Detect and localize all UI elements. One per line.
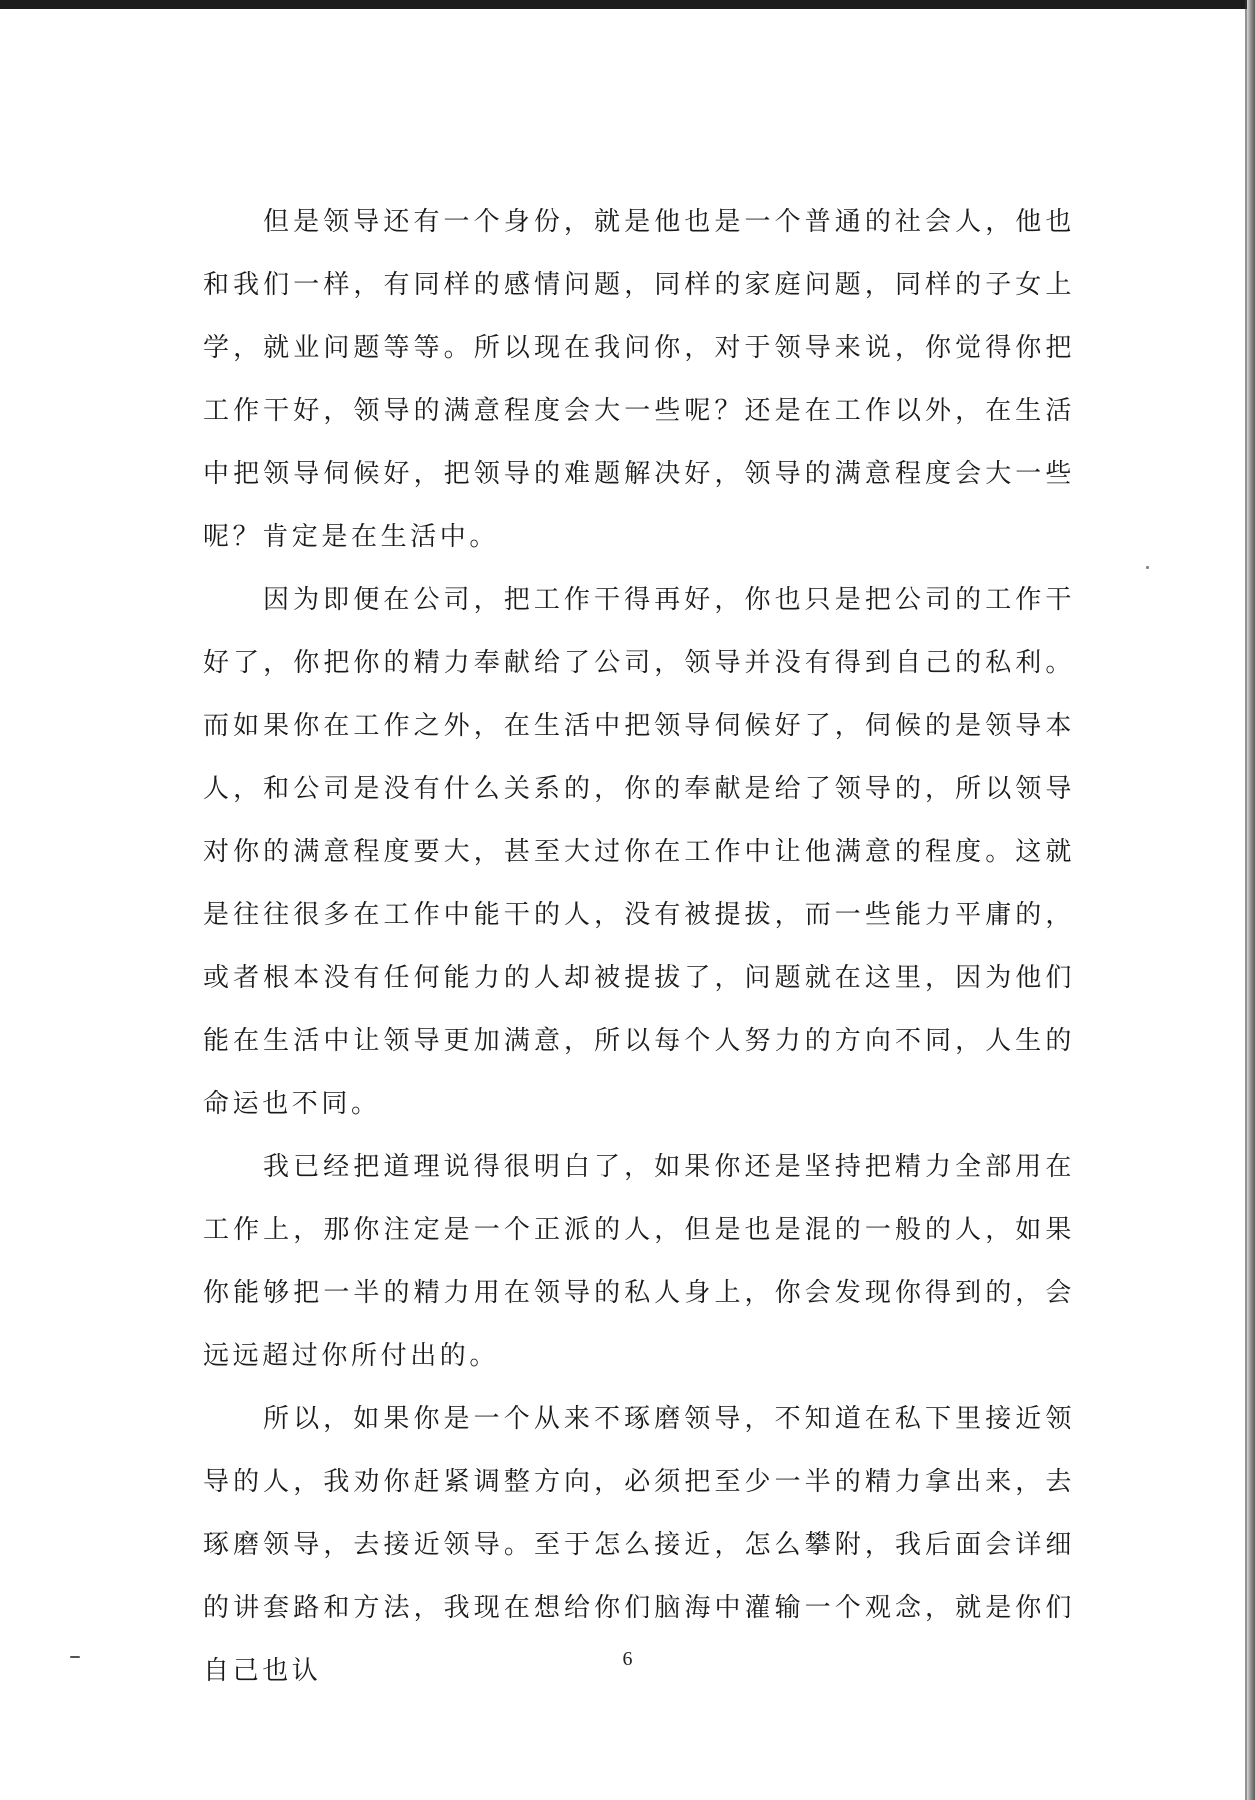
scan-speck (1146, 566, 1149, 569)
paragraph: 因为即便在公司，把工作干得再好，你也只是把公司的工作干好了，你把你的精力奉献给了公司，领导并没有得到自己的私利。而如果你在工作之外，在生活中把领导伺候好了，伺候的是领导本人，和公司是没有什么关系的，你的奉献是给了领导的，所以领导对你的满意程度要大，甚至大过你在工作中让他满意的程度。这就是往往很多在工作中能干的人，没有被提拔，而一些能力平庸的，或者根本没有任何能力的人却被提拔了，问题就在这里，因为他们能在生活中让领导更加满意，所以每个人努力的方向不同，人生的命运也不同。 (203, 585, 1075, 1119)
paragraph: 所以，如果你是一个从来不琢磨领导，不知道在私下里接近领导的人，我劝你赶紧调整方向，必须把至少一半的精力拿出来，去琢磨领导，去接近领导。至于怎么接近，怎么攀附，我后面会详细的讲套路和方法，我现在想给你们脑海中灌输一个观念，就是你们自己也认 (203, 1404, 1075, 1686)
scan-right-edge (1247, 0, 1255, 1800)
document-body (203, 191, 1075, 1703)
paragraph: 但是领导还有一个身份，就是他也是一个普通的社会人，他也和我们一样，有同样的感情问题，同样的家庭问题，同样的子女上学，就业问题等等。所以现在我问你，对于领导来说，你觉得你把工作干好，领导的满意程度会大一些呢？还是在工作以外，在生活中把领导伺候好，把领导的难题解决好，领导的满意程度会大一些呢？肯定是在生活中。 (203, 207, 1075, 552)
scan-speck (70, 1656, 80, 1658)
paragraph: 我已经把道理说得很明白了，如果你还是坚持把精力全部用在工作上，那你注定是一个正派的人，但是也是混的一般的人，如果你能够把一半的精力用在领导的私人身上，你会发现你得到的，会远远超过你所付出的。 (203, 1152, 1075, 1371)
page-number: 6 (622, 1648, 633, 1670)
scan-top-edge (0, 0, 1255, 9)
